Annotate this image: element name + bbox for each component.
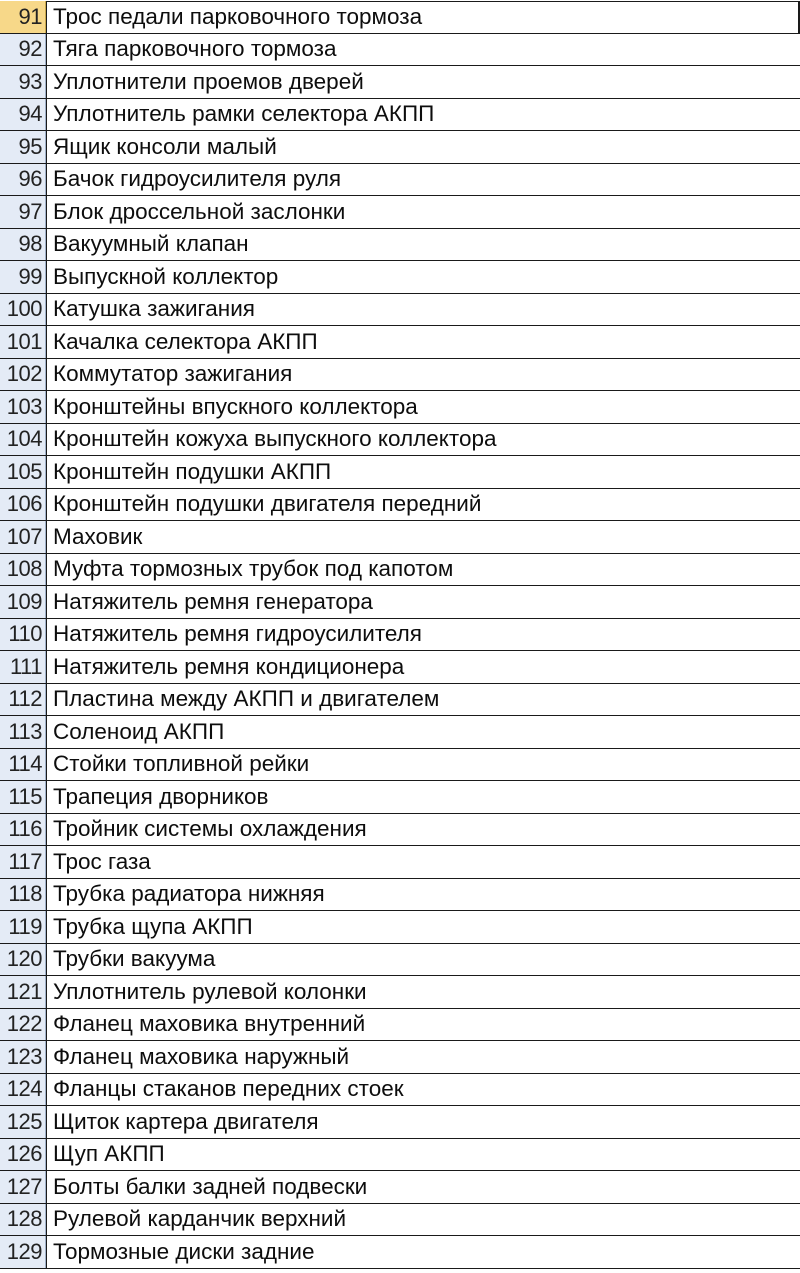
table-row[interactable] [0,391,800,424]
cell-a[interactable]: Фланец маховика внутренний [46,1009,800,1041]
row-header[interactable]: 112 [0,684,46,716]
cell-a[interactable]: Бачок гидроусилителя руля [46,164,800,196]
table-row[interactable] [0,261,800,294]
table-row[interactable] [0,359,800,392]
table-row[interactable] [0,66,800,99]
table-row[interactable] [0,879,800,912]
row-header[interactable]: 98 [0,229,46,261]
cell-a[interactable]: Натяжитель ремня генератора [46,586,800,618]
cell-a[interactable]: Рулевой карданчик верхний [46,1204,800,1236]
cell-a[interactable]: Трубка радиатора нижняя [46,879,800,911]
row-header[interactable]: 110 [0,619,46,651]
cell-a[interactable]: Фланец маховика наружный [46,1041,800,1073]
table-row[interactable] [0,1236,800,1269]
row-header[interactable]: 102 [0,359,46,391]
cell-a[interactable]: Кронштейн кожуха выпускного коллектора [46,424,800,456]
cell-a[interactable]: Качалка селектора АКПП [46,326,800,358]
table-row[interactable] [0,424,800,457]
cell-a[interactable]: Стойки топливной рейки [46,749,800,781]
cell-a[interactable]: Щуп АКПП [46,1139,800,1171]
row-header[interactable]: 109 [0,586,46,618]
cell-a[interactable]: Уплотнитель рулевой колонки [46,976,800,1008]
table-row[interactable] [0,944,800,977]
cell-a[interactable]: Трос педали парковочного тормоза [46,1,800,33]
row-header[interactable]: 103 [0,391,46,423]
row-header[interactable]: 94 [0,99,46,131]
row-header[interactable]: 105 [0,456,46,488]
row-header[interactable]: 99 [0,261,46,293]
table-row[interactable] [0,1041,800,1074]
table-row[interactable] [0,1204,800,1237]
cell-a[interactable]: Трубки вакуума [46,944,800,976]
row-header[interactable]: 95 [0,131,46,163]
row-header[interactable]: 120 [0,944,46,976]
table-row[interactable] [0,1139,800,1172]
cell-a[interactable]: Пластина между АКПП и двигателем [46,684,800,716]
table-row[interactable] [0,1,800,34]
row-header[interactable]: 119 [0,911,46,943]
row-header[interactable]: 123 [0,1041,46,1073]
table-row[interactable] [0,749,800,782]
cell-a[interactable]: Щиток картера двигателя [46,1106,800,1138]
cell-a[interactable]: Катушка зажигания [46,294,800,326]
table-row[interactable] [0,976,800,1009]
table-row[interactable] [0,34,800,67]
table-row[interactable] [0,1074,800,1107]
table-row[interactable] [0,131,800,164]
cell-a[interactable]: Трос газа [46,846,800,878]
table-row[interactable] [0,196,800,229]
row-header[interactable]: 117 [0,846,46,878]
row-header[interactable]: 125 [0,1106,46,1138]
cell-a[interactable]: Муфта тормозных трубок под капотом [46,554,800,586]
row-header[interactable]: 115 [0,781,46,813]
cell-a[interactable]: Кронштейн подушки АКПП [46,456,800,488]
row-header[interactable]: 114 [0,749,46,781]
table-row[interactable] [0,1171,800,1204]
table-row[interactable] [0,554,800,587]
cell-a[interactable]: Коммутатор зажигания [46,359,800,391]
row-header[interactable]: 111 [0,651,46,683]
table-row[interactable] [0,164,800,197]
cell-a[interactable]: Тормозные диски задние [46,1236,800,1268]
row-header[interactable]: 127 [0,1171,46,1203]
table-row[interactable] [0,1106,800,1139]
row-header[interactable]: 101 [0,326,46,358]
row-header[interactable]: 124 [0,1074,46,1106]
table-row[interactable] [0,586,800,619]
cell-a[interactable]: Уплотнители проемов дверей [46,66,800,98]
cell-a[interactable]: Блок дроссельной заслонки [46,196,800,228]
row-header[interactable]: 91 [0,1,46,33]
row-header[interactable]: 122 [0,1009,46,1041]
table-row[interactable] [0,814,800,847]
cell-a[interactable]: Трапеция дворников [46,781,800,813]
cell-a[interactable]: Тяга парковочного тормоза [46,34,800,66]
cell-a[interactable]: Кронштейн подушки двигателя передний [46,489,800,521]
cell-a[interactable]: Тройник системы охлаждения [46,814,800,846]
cell-a[interactable]: Вакуумный клапан [46,229,800,261]
row-header[interactable]: 116 [0,814,46,846]
row-header[interactable]: 113 [0,716,46,748]
table-row[interactable] [0,619,800,652]
table-row[interactable] [0,294,800,327]
table-row[interactable] [0,1009,800,1042]
table-row[interactable] [0,521,800,554]
row-header[interactable]: 107 [0,521,46,553]
cell-a[interactable]: Ящик консоли малый [46,131,800,163]
table-row[interactable] [0,326,800,359]
row-header[interactable]: 93 [0,66,46,98]
table-row[interactable] [0,846,800,879]
table-row[interactable] [0,716,800,749]
row-header[interactable]: 118 [0,879,46,911]
cell-a[interactable]: Уплотнитель рамки селектора АКПП [46,99,800,131]
cell-a[interactable]: Выпускной коллектор [46,261,800,293]
cell-a[interactable]: Маховик [46,521,800,553]
table-row[interactable] [0,651,800,684]
cell-a[interactable]: Натяжитель ремня гидроусилителя [46,619,800,651]
row-header[interactable]: 108 [0,554,46,586]
row-header[interactable]: 121 [0,976,46,1008]
row-header[interactable]: 96 [0,164,46,196]
table-row[interactable] [0,489,800,522]
row-header[interactable]: 100 [0,294,46,326]
table-row[interactable] [0,781,800,814]
row-header[interactable]: 126 [0,1139,46,1171]
cell-a[interactable]: Трубка щупа АКПП [46,911,800,943]
row-header[interactable]: 92 [0,34,46,66]
cell-a[interactable]: Соленоид АКПП [46,716,800,748]
cell-a[interactable]: Кронштейны впускного коллектора [46,391,800,423]
table-row[interactable] [0,456,800,489]
row-header[interactable]: 97 [0,196,46,228]
table-row[interactable] [0,911,800,944]
row-header[interactable]: 106 [0,489,46,521]
table-row[interactable] [0,684,800,717]
row-header[interactable]: 104 [0,424,46,456]
table-row[interactable] [0,229,800,262]
cell-a[interactable]: Болты балки задней подвески [46,1171,800,1203]
table-row[interactable] [0,99,800,132]
row-header[interactable]: 128 [0,1204,46,1236]
cell-a[interactable]: Натяжитель ремня кондиционера [46,651,800,683]
cell-a[interactable]: Фланцы стаканов передних стоек [46,1074,800,1106]
row-header[interactable]: 129 [0,1236,46,1268]
